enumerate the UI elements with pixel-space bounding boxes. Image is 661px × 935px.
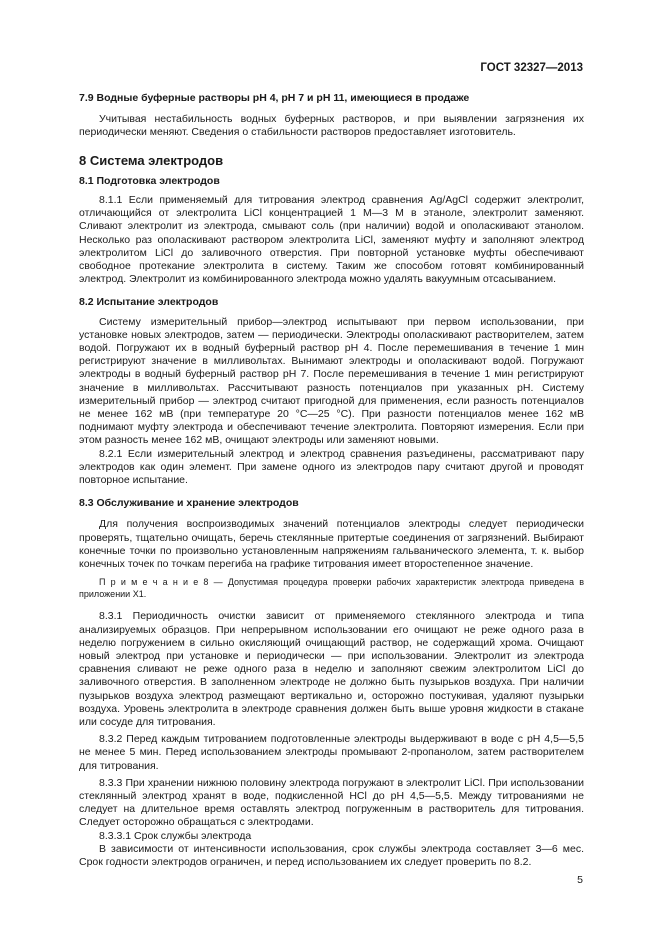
paragraph-8-3-3-1: В зависимости от интенсивности использования, срок службы электрода составляет 3—6 мес. Срок годности электродов ограничен, и перед использованием их следует проверить по 8.2. xyxy=(79,842,584,868)
paragraph-8-2: Систему измерительный прибор—электрод испытывают при первом использовании, при установке новых электродов, затем — периодически. Электроды ополаскивают растворителем, затем водой. Погружают их в водный буферный раствор рН 4. После перемешивания в течение 1 мин регистрируют значение в милливольтах. Вынимают электроды и ополаскивают водой. Погружают электроды в водный буферный раствор рН 7. После перемешивания в течение 1 мин регистрируют значение в милливольтах. Рассчитывают разность потенциалов при указанных рН. Систему измерительный прибор — электрод считают пригодной для применения, если разность потенциалов не менее 162 мВ (при температуре 20 °С—25 °С). При разности потенциалов менее 162 мВ поднимают муфту электрода и обеспечивают течение электролита. Повторяют измерения. Если при этом разность менее 162 мВ, очищают электроды или заменяют новыми. xyxy=(79,315,584,447)
page-number: 5 xyxy=(577,874,583,886)
paragraph-8-3-1: 8.3.1 Периодичность очистки зависит от применяемого стеклянного электрода и типа анализируемых образцов. При непрерывном использовании его очищают не реже одного раза в неделю погружением в сильно окисляющий очищающий раствор, не содержащий хрома. Очищают новый электрод при установке и периодически — при использовании. Электролит из электрода сравнения сливают не реже одного раза в неделю и заполняют свежим электролитом LiCl до заливочного отверстия. В заполненном электроде не должно быть пузырьков воздуха. При наличии пузырьков воздуха электрод размещают вертикально и, осторожно постукивая, удаляют пузырьки воздуха. Уровень электролита в электроде сравнения должен быть выше уровня жидкости в стакане или сосуде для титрования. xyxy=(79,610,584,728)
subheading-8-3-3-1: 8.3.3.1 Срок службы электрода xyxy=(99,829,252,842)
heading-7-9: 7.9 Водные буферные растворы рН 4, рН 7 и рН 11, имеющиеся в продаже xyxy=(79,92,470,104)
paragraph-7-9: Учитывая нестабильность водных буферных растворов, и при выявлении загрязнения их периодически меняют. Сведения о стабильности растворов предоставляет изготовитель. xyxy=(79,113,584,139)
page-content xyxy=(79,92,584,869)
paragraph-8-2-1: 8.2.1 Если измерительный электрод и электрод сравнения разъединены, рассматривают пару электродов как один элемент. При замене одного из электродов пару считают другой и проводят повторное испытание. xyxy=(79,447,584,487)
paragraph-8-3-3: 8.3.3 При хранении нижнюю половину электрода погружают в электролит LiCl. При использовании стеклянный электрод хранят в воде, подкисленной HCl до рН 4,5—5,5. Между титрованиями не следует на длительное время оставлять электрод погруженным в растворитель для титрования. Следует осторожно обращаться с электродами. xyxy=(79,776,584,829)
heading-8-1: 8.1 Подготовка электродов xyxy=(79,174,220,187)
heading-8: 8 Система электродов xyxy=(79,152,224,168)
paragraph-8-1-1: 8.1.1 Если применяемый для титрования электрод сравнения Ag/AgCl содержит электролит, отличающийся от электролита LiCl концентрацией 1 М—3 М в этаноле, электролит заменяют. Сливают электролит из электрода, смывают соль (при наличии) водой и ополаскивают этанолом. Несколько раз ополаскивают раствором электролита LiCl, заменяют муфту и заполняют электрод электролитом LiCl до заливочного отверстия. При повторной установке муфты обеспечивают свободное протекание электролита в систему. Таким же способом готовят комбинированный электрод. Электролит из комбинированного электрода можно удалять вакуумным отсасыванием. xyxy=(79,194,584,286)
paragraph-8-3: Для получения воспроизводимых значений потенциалов электроды следует периодически проверять, тщательно очищать, беречь стеклянные притертые соединения от загрязнений. Выбирают конечные точки по произвольно установленным напряжениям гальванического элемента, т. к. выбор конечных точек по точкам перегиба на графике титрования имеет второстепенное значение. xyxy=(79,518,584,571)
note-8: П р и м е ч а н и е 8 — Допустимая процедура проверки рабочих характеристик электрода приведена в приложении Х1. xyxy=(79,577,584,599)
standard-code-header: ГОСТ 32327—2013 xyxy=(480,62,583,74)
paragraph-8-3-2: 8.3.2 Перед каждым титрованием подготовленные электроды выдерживают в воде с рН 4,5—5,5 не менее 5 мин. Перед использованием электроды промывают 2-пропанолом, затем растворителем для титрования. xyxy=(79,733,584,772)
heading-8-2: 8.2 Испытание электродов xyxy=(79,296,219,309)
heading-8-3: 8.3 Обслуживание и хранение электродов xyxy=(79,497,299,510)
